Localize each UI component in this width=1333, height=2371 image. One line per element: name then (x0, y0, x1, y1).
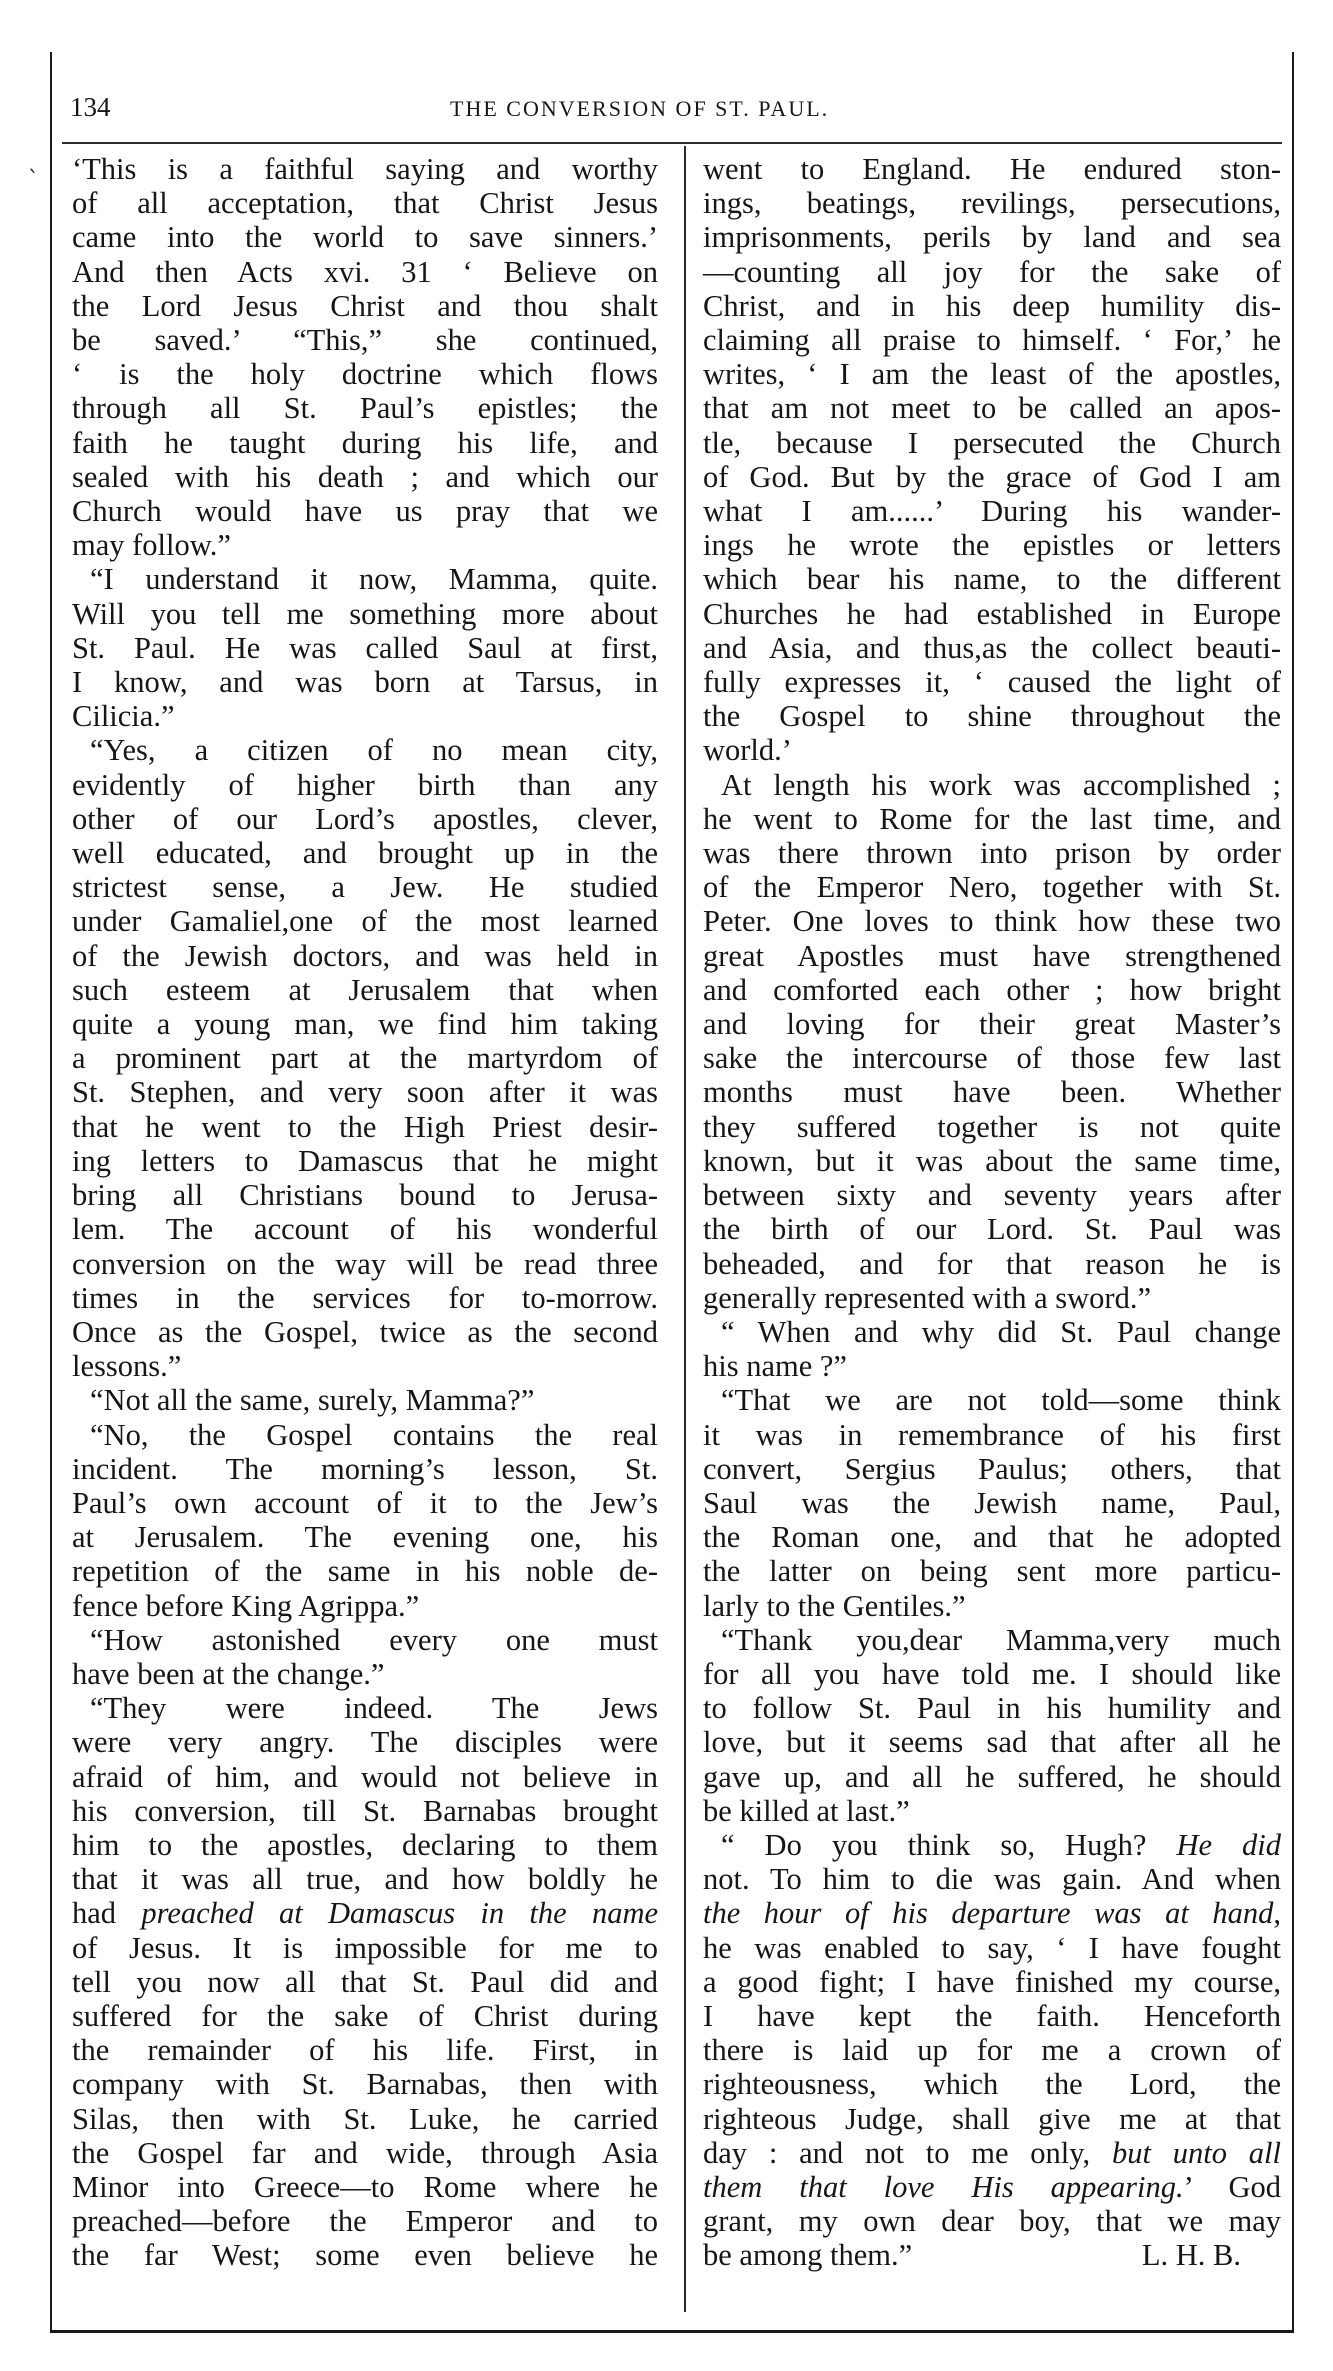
text-line: went to England. He endured ston- (703, 152, 1281, 186)
text-line: have been at the change.” (72, 1656, 385, 1691)
text-line: St. Stephen, and very soon after it was (72, 1075, 658, 1110)
text-line: was there thrown into prison by order (703, 836, 1281, 871)
text-line: I know, and was born at Tarsus, in (72, 665, 658, 700)
text-line: Once as the Gospel, twice as the second (72, 1314, 658, 1349)
text-line: beheaded, and for that reason he is (703, 1246, 1281, 1281)
text-line: which bear his name, to the different (703, 562, 1281, 597)
text-line: Silas, then with St. Luke, he carried (72, 2101, 658, 2136)
text-line: the far West; some even believe he (72, 2238, 658, 2273)
text-line: that am not meet to be called an apos- (703, 391, 1281, 426)
text-line: righteous Judge, shall give me at that (703, 2101, 1281, 2136)
text-line: of the Jewish doctors, and was held in (72, 938, 658, 973)
text-line: such esteem at Jerusalem that when (72, 972, 658, 1007)
text-line: ings he wrote the epistles or letters (703, 528, 1281, 563)
text-line: and Asia, and thus,as the collect beauti- (703, 630, 1281, 665)
text-line: tell you now all that St. Paul did and (72, 1964, 658, 1999)
text-line: under Gamaliel,one of the most learned (72, 904, 658, 939)
text-line: —counting all joy for the sake of (703, 254, 1281, 289)
text-line: Cilicia.” (72, 699, 175, 734)
text-line: “How astonished every one must (90, 1622, 658, 1657)
text-line: love, but it seems sad that after all he (703, 1725, 1281, 1760)
text-line: Will you tell me something more about (72, 596, 658, 631)
text-line: lem. The account of his wonderful (72, 1212, 658, 1247)
text-line: “Yes, a citizen of no mean city, (90, 733, 658, 768)
text-line: the Gospel far and wide, through Asia (72, 2135, 658, 2170)
text-line: claiming all praise to himself. ‘ For,’ he (703, 323, 1281, 358)
text-line: the Roman one, and that he adopted (703, 1520, 1281, 1555)
text-line: a good fight; I have finished my course, (703, 1964, 1281, 1999)
text-line: of God. But by the grace of God I am (703, 459, 1281, 494)
text-line: that it was all true, and how boldly he (72, 1862, 658, 1897)
text-line: And then Acts xvi. 31 ‘ Believe on (72, 254, 658, 289)
text-line: afraid of him, and would not believe in (72, 1759, 658, 1794)
text-line: I have kept the faith. Henceforth (703, 1998, 1281, 2033)
text-line: sealed with his death ; and which our (72, 459, 658, 494)
text-line: Saul was the Jewish name, Paul, (703, 1485, 1281, 1520)
text-line: ‘This is a faithful saying and worthy (72, 152, 658, 186)
text-line (703, 2238, 1281, 2272)
text-line: of all acceptation, that Christ Jesus (72, 186, 658, 221)
text-line: “Not all the same, surely, Mamma?” (90, 1383, 535, 1418)
text-line: the Lord Jesus Christ and thou shalt (72, 288, 658, 323)
text-line: them that love His appearing.’ God (703, 2169, 1281, 2204)
text-line: there is laid up for me a crown of (703, 2033, 1281, 2068)
text-line: tle, because I persecuted the Church (703, 425, 1281, 460)
right-column (703, 152, 1281, 2273)
column-divider (684, 146, 686, 2312)
text-line: and comforted each other ; how bright (703, 972, 1281, 1007)
text-line: Peter. One loves to think how these two (703, 904, 1281, 939)
text-line: suffered for the sake of Christ during (72, 1998, 658, 2033)
text-line: times in the services for to-morrow. (72, 1280, 658, 1315)
header-rule (62, 142, 1282, 144)
page-number: 134 (70, 92, 111, 122)
text-line: righteousness, which the Lord, the (703, 2067, 1281, 2102)
bottom-rule (50, 2330, 1294, 2333)
text-line: his conversion, till St. Barnabas brought (72, 1793, 658, 1828)
text-line: to follow St. Paul in his humility and (703, 1691, 1281, 1726)
text-line: At length his work was accomplished ; (721, 767, 1281, 802)
text-line: sake the intercourse of those few last (703, 1041, 1281, 1076)
text-line: what I am......’ During his wander- (703, 494, 1281, 529)
text-line: “ When and why did St. Paul change (721, 1314, 1281, 1349)
text-line: repetition of the same in his noble de- (72, 1554, 658, 1589)
text-line: at Jerusalem. The evening one, his (72, 1520, 658, 1555)
text-line: “That we are not told—some think (721, 1383, 1281, 1418)
text-line: imprisonments, perils by land and sea (703, 220, 1281, 255)
running-title: THE CONVERSION OF ST. PAUL. (450, 96, 830, 121)
text-line: ing letters to Damascus that he might (72, 1143, 658, 1178)
signature: L. H. B. (1141, 2238, 1241, 2273)
text-line: great Apostles must have strengthened (703, 938, 1281, 973)
text-line: company with St. Barnabas, then with (72, 2067, 658, 2102)
text-line: for all you have told me. I should like (703, 1656, 1281, 1691)
text-line-content: be among them.” (703, 2238, 913, 2273)
text-line: day : and not to me only, but unto all (703, 2135, 1281, 2170)
text-line: the remainder of his life. First, in (72, 2033, 658, 2068)
text-line: gave up, and all he suffered, he should (703, 1759, 1281, 1794)
text-line: he went to Rome for the last time, and (703, 801, 1281, 836)
text-line: generally represented with a sword.” (703, 1280, 1151, 1315)
text-line: incident. The morning’s lesson, St. (72, 1451, 658, 1486)
text-line: ings, beatings, revilings, persecutions, (703, 186, 1281, 221)
text-line: world.’ (703, 733, 792, 768)
text-line: may follow.” (72, 528, 231, 563)
text-line: “They were indeed. The Jews (90, 1691, 658, 1726)
text-line: “ Do you think so, Hugh? He did (721, 1827, 1281, 1862)
text-line: convert, Sergius Paulus; others, that (703, 1451, 1281, 1486)
text-line: came into the world to save sinners.’ (72, 220, 658, 255)
text-line: Church would have us pray that we (72, 494, 658, 529)
text-line: other of our Lord’s apostles, clever, (72, 801, 658, 836)
text-line: the hour of his departure was at hand, (703, 1896, 1281, 1931)
text-line: known, but it was about the same time, (703, 1143, 1281, 1178)
text-line: the birth of our Lord. St. Paul was (703, 1212, 1281, 1247)
text-line: “I understand it now, Mamma, quite. (90, 562, 658, 597)
text-line: had preached at Damascus in the name (72, 1896, 659, 1931)
text-line: preached—before the Emperor and to (72, 2204, 658, 2239)
text-line: grant, my own dear boy, that we may (703, 2204, 1281, 2239)
text-line: the latter on being sent more particu- (703, 1554, 1281, 1589)
text-line: his name ?” (703, 1349, 847, 1384)
text-line: St. Paul. He was called Saul at first, (72, 630, 658, 665)
text-line: not. To him to die was gain. And when (703, 1862, 1281, 1897)
text-line: Churches he had established in Europe (703, 596, 1281, 631)
text-line: of the Emperor Nero, together with St. (703, 870, 1281, 905)
text-line: faith he taught during his life, and (72, 425, 658, 460)
text-line: well educated, and brought up in the (72, 836, 658, 871)
text-line: of Jesus. It is impossible for me to (72, 1930, 658, 1965)
text-line: between sixty and seventy years after (703, 1178, 1281, 1213)
text-line: strictest sense, a Jew. He studied (72, 870, 658, 905)
text-line: they suffered together is not quite (703, 1109, 1281, 1144)
text-line: “No, the Gospel contains the real (90, 1417, 658, 1452)
text-line: Minor into Greece—to Rome where he (72, 2169, 658, 2204)
text-line: “Thank you,dear Mamma,very much (721, 1622, 1281, 1657)
left-column (72, 152, 658, 2273)
text-line: the Gospel to shine throughout the (703, 699, 1281, 734)
text-line: quite a young man, we find him taking (72, 1007, 658, 1042)
text-line: fully expresses it, ‘ caused the light of (703, 665, 1281, 700)
text-line: he was enabled to say, ‘ I have fought (703, 1930, 1281, 1965)
text-line: be killed at last.” (703, 1793, 910, 1828)
text-line: it was in remembrance of his first (703, 1417, 1281, 1452)
text-line: writes, ‘ I am the least of the apostles, (703, 357, 1281, 392)
text-line: a prominent part at the martyrdom of (72, 1041, 658, 1076)
text-line: and loving for their great Master’s (703, 1007, 1281, 1042)
text-line: conversion on the way will be read three (72, 1246, 658, 1281)
text-line: months must have been. Whether (703, 1075, 1281, 1110)
text-line: be saved.’ “This,” she continued, (72, 323, 658, 358)
text-line: ‘ is the holy doctrine which flows (72, 357, 658, 392)
text-line: evidently of higher birth than any (72, 767, 658, 802)
text-line: Paul’s own account of it to the Jew’s (72, 1485, 658, 1520)
text-line: him to the apostles, declaring to them (72, 1827, 658, 1862)
text-line: bring all Christians bound to Jerusa- (72, 1178, 658, 1213)
text-line: were very angry. The disciples were (72, 1725, 658, 1760)
text-line: through all St. Paul’s epistles; the (72, 391, 658, 426)
margin-mark: ` (28, 168, 39, 193)
text-line: Christ, and in his deep humility dis- (703, 288, 1281, 323)
text-line: lessons.” (72, 1349, 182, 1384)
text-line: that he went to the High Priest desir- (72, 1109, 658, 1144)
text-line: fence before King Agrippa.” (72, 1588, 420, 1623)
text-line: larly to the Gentiles.” (703, 1588, 966, 1623)
